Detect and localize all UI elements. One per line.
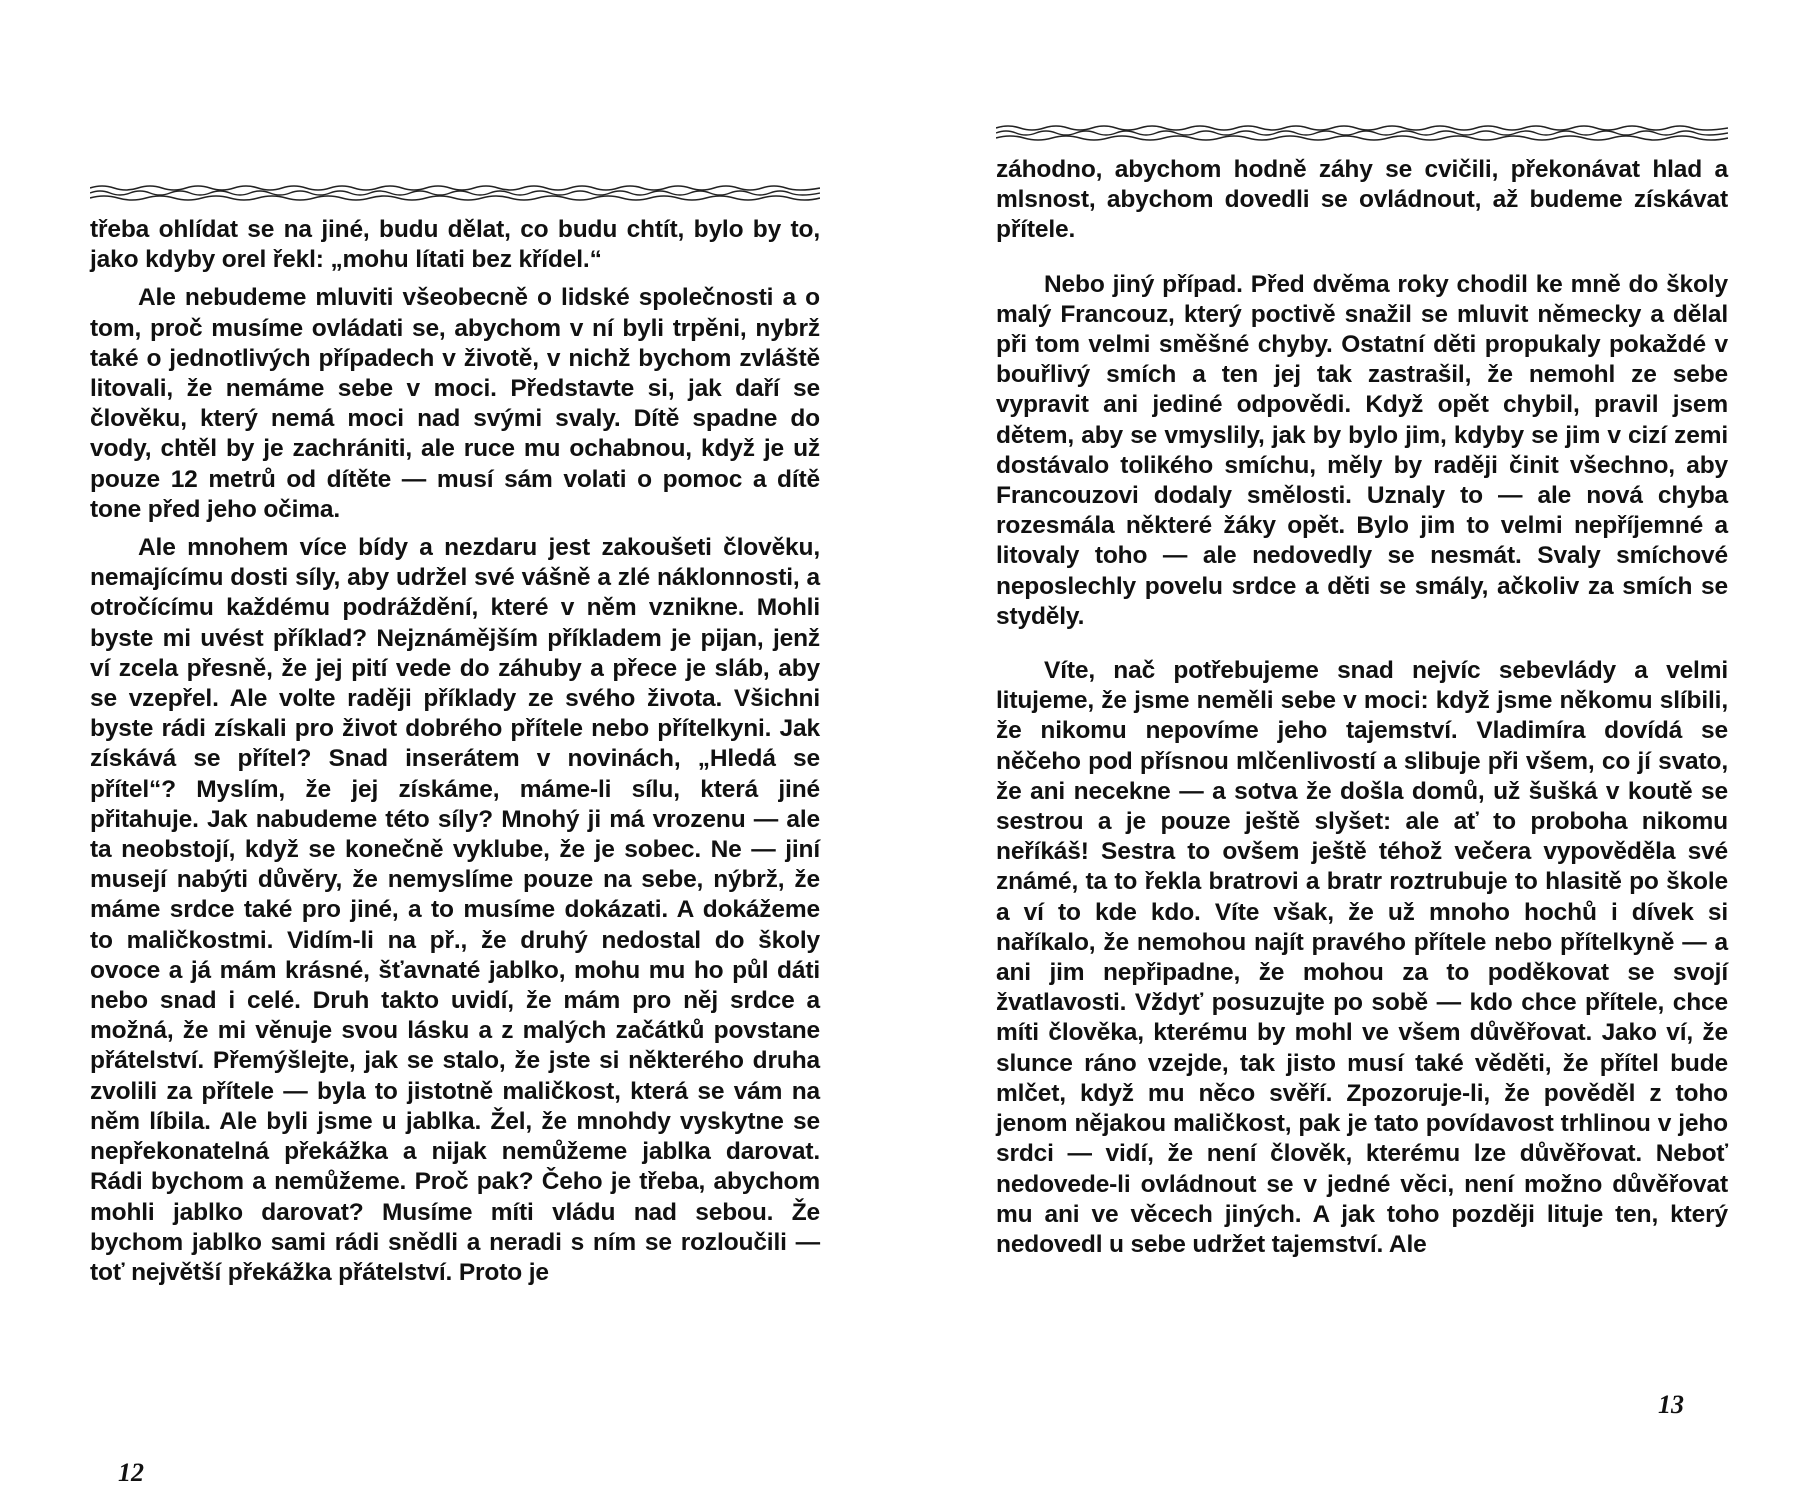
page-number: 13	[1658, 1390, 1684, 1419]
paragraph: Ale mnohem více bídy a nezdaru jest zakoušeti člověku, nemajícímu dosti síly, aby udržel své vášně a zlé náklonnosti, a otročícímu každému podráždění, které v něm vznikne. Mohli byste mi uvést příklad? Nejznámějším příkladem je pijan, jenž ví zcela přesně, že jej pití vede do záhuby a přece je sláb, aby se vzepřel. Ale volte raději příklady ze svého života. Všichni byste rádi získali pro život dobrého přítele nebo přítelkyni. Jak získává se přítel? Snad inserátem v novinách, „Hledá se přítel“? Myslím, že jej získáme, máme-li sílu, která jiné přitahuje. Jak nabudeme této síly? Mnohý ji má vrozenu — ale ta neobstojí, když se konečně vyklube, že je sobec. Ne — jiní musejí nabýti důvěry, že nemyslíme pouze na sebe, nýbrž, že máme srdce také pro jiné, a to musíme dokázati. A dokážeme to maličkostmi. Vidím-li na př., že druhý nedostal do školy ovoce a já mám krásné, šťavnaté jablko, mohu mu ho půl dáti nebo snad i celé. Druh takto uvidí, že mám pro něj srdce a možná, že mi věnuje svou lásku a z malých začátků povstane přátelství. Přemýšlejte, jak se stalo, že jste si některého druha zvolili za přítele — byla to jistotně maličkost, která se vám na něm líbila. Ale byli jsme u jablka. Žel, že mnohdy vyskytne se nepřekonatelná překážka a nijak nemůžeme jablka darovat. Rádi bychom a nemůžeme. Proč pak? Čeho je třeba, abychom mohli jablko darovat? Musíme míti vládu nad sebou. Že bychom jablko sami rádi snědli a neradi s ním se rozloučili — toť největší překážka přátelství. Proto je	[90, 534, 820, 1286]
right-page	[900, 0, 1800, 1500]
paragraph: záhodno, abychom hodně záhy se cvičili, překonávat hlad a mlsnost, abychom dovedli se ovládnout, až budeme získávat přítele.	[996, 156, 1728, 244]
decorative-header-rule	[90, 182, 820, 202]
right-page-text	[996, 155, 1728, 1260]
decorative-header-rule	[996, 122, 1728, 142]
left-page-text	[90, 215, 820, 1288]
paragraph: Víte, nač potřebujeme snad nejvíc sebevlády a velmi litujeme, že jsme neměli sebe v moci: když jsme někomu slíbili, že nikomu nepovíme jeho tajemství. Vladimíra dovídá se něčeho pod přísnou mlčenlivostí a slibuje při všem, co jí svato, že ani necekne — a sotva že došla domů, už šušká v koutě se sestrou a je pouze ještě slyšet: ale ať to proboha nikomu neříkáš! Sestra to ovšem ještě téhož večera vypověděla své známé, ta to řekla bratrovi a bratr roztrubuje to hlasitě po škole a ví to kde kdo. Víte však, že už mnoho hochů i dívek si naříkalo, že nemohou najít pravého přítele nebo přítelkyně — a ani jim nepřipadne, že mohou za to poděkovat se svojí žvatlavosti. Vždyť posuzujte po sobě — kdo chce přítele, chce míti člověka, kterému by mohl ve všem důvěřovat. Jako ví, že slunce ráno vzejde, tak jisto musí také věděti, že přítel bude mlčet, když mu něco svěří. Zpozoruje-li, že pověděl z toho jenom nějakou maličkost, pak je tato povídavost trhlinou v jeho srdci — vidí, že není člověk, kterému lze důvěřovat. Neboť nedovede-li ovládnout se v jedné věci, není možno důvěřovat mu ani ve věcech jiných. A jak toho později lituje ten, který nedovedl u sebe udržet tajemství. Ale	[996, 657, 1728, 1258]
paragraph: Ale nebudeme mluviti všeobecně o lidské společnosti a o tom, proč musíme ovládati se, abychom v ní byli trpěni, nybrž také o jednotlivých případech v životě, v nichž bychom zvláště litovali, že nemáme sebe v moci. Představte si, jak daří se člověku, který nemá moci nad svými svaly. Dítě spadne do vody, chtěl by je zachrániti, ale ruce mu ochabnou, když je už pouze 12 metrů od dítěte — musí sám volati o pomoc a dítě tone před jeho očima.	[90, 284, 820, 523]
page-number: 12	[118, 1458, 144, 1487]
paragraph: třeba ohlídat se na jiné, budu dělat, co budu chtít, bylo by to, jako kdyby orel řekl: „mohu lítati bez křídel.“	[90, 216, 820, 274]
paragraph: Nebo jiný případ. Před dvěma roky chodil ke mně do školy malý Francouz, který poctivě snažil se mluvit německy a dělal při tom velmi směšné chyby. Ostatní děti propukaly pokaždé v bouřlivý smích a ten jej tak zastrašil, že nemohl ze sebe vypravit ani jediné odpovědi. Když opět chybil, pravil jsem dětem, aby se vmyslily, jak by bylo jim, kdyby se jim v cizí zemi dostávalo tolikého smíchu, měly by raději činit všechno, aby Francouzovi dodaly smělosti. Uznaly to — ale nová chyba rozesmála některé žáky opět. Bylo jim to velmi nepříjemné a litovaly toho — ale nedovedly se nesmát. Svaly smíchové neposlechly povelu srdce a děti se smály, ačkoliv za smích se styděly.	[996, 270, 1728, 630]
